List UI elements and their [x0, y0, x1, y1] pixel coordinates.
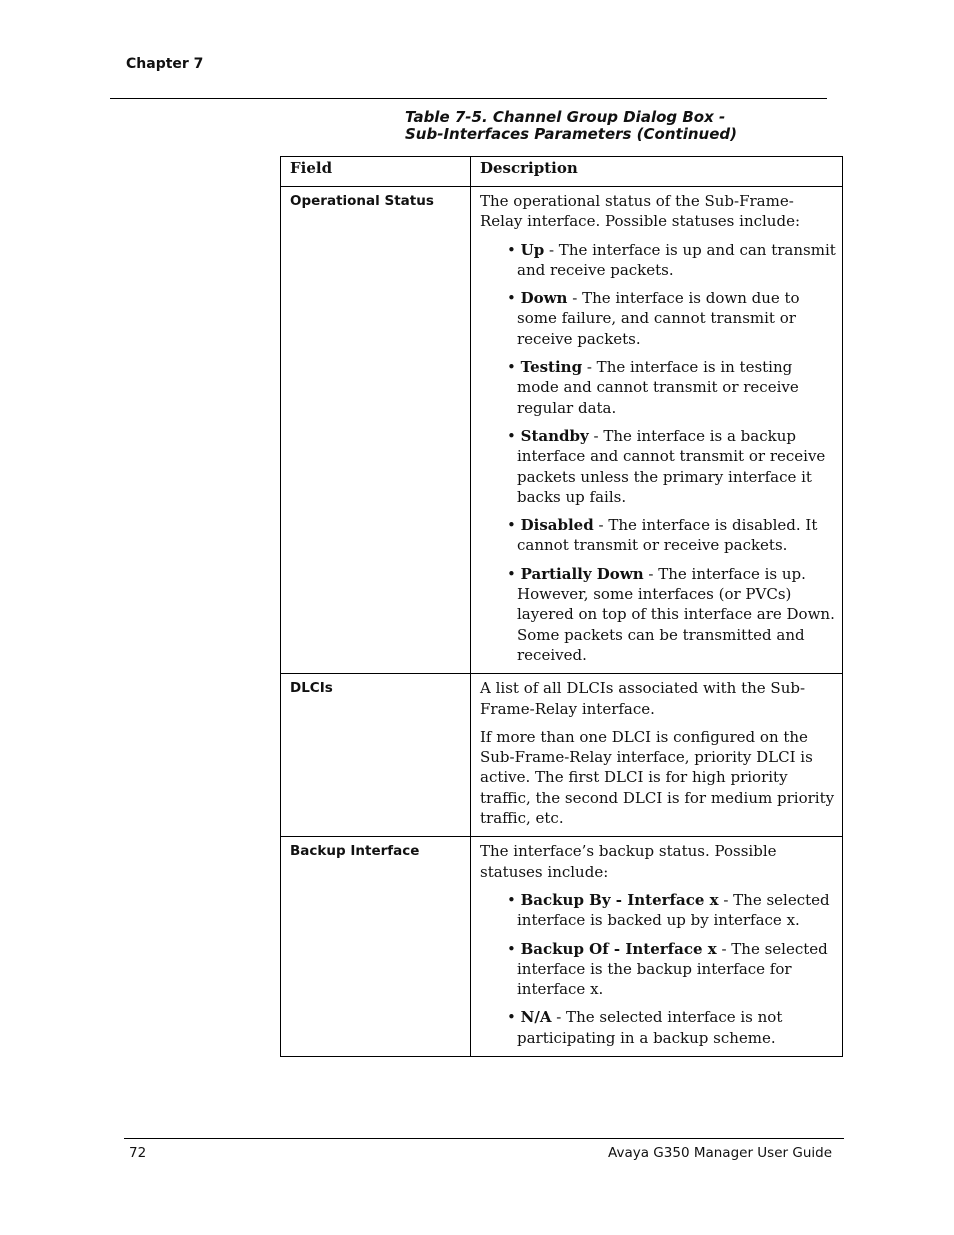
- status-term: Up: [520, 240, 545, 259]
- caption-line-1: Table 7-5. Channel Group Dialog Box -: [405, 108, 726, 126]
- status-term: Backup By - Interface x: [520, 890, 719, 909]
- page-number: 72: [129, 1145, 147, 1161]
- table-row: [281, 674, 843, 837]
- chapter-heading: Chapter 7: [126, 56, 204, 72]
- status-term: Testing: [520, 358, 583, 377]
- field-description: [471, 837, 842, 1056]
- list-item: • Backup Of - Interface x - The selected interface is the backup interface for interface x.: [507, 939, 828, 999]
- status-list: [480, 890, 836, 1048]
- header-rule: [110, 98, 827, 99]
- status-term: Partially Down: [520, 564, 644, 583]
- table-row: [281, 837, 843, 1057]
- table-row: [281, 187, 843, 674]
- field-name: Backup Interface: [290, 843, 420, 860]
- column-header-field: Field: [281, 157, 471, 187]
- description-text: The operational status of the Sub-Frame-Relay interface. Possible statuses include:: [480, 192, 800, 231]
- status-term: Backup Of - Interface x: [520, 939, 717, 958]
- status-term: Standby: [520, 426, 589, 445]
- field-name: Operational Status: [290, 193, 434, 209]
- list-item: • Testing - The interface is in testing mode and cannot transmit or receive regular data.: [507, 358, 799, 417]
- list-item: • N/A - The selected interface is not participating in a backup scheme.: [507, 1008, 783, 1047]
- column-header-description: Description: [471, 157, 843, 187]
- list-item: • Down - The interface is down due to some failure, and cannot transmit or receive packets.: [507, 289, 800, 348]
- list-item: • Partially Down - The interface is up. However, some interfaces (or PVCs) layered on top of this interface are Down. Some packets can be transmitted and received.: [507, 564, 835, 664]
- status-term: Disabled: [520, 516, 594, 535]
- table-header-row: [281, 157, 843, 187]
- status-term: Down: [520, 289, 568, 308]
- description-text: If more than one DLCI is configured on the Sub-Frame-Relay interface, priority DLCI is active. The first DLCI is for high priority traffic, the second DLCI is for medium priority traffic, etc.: [480, 727, 835, 828]
- list-item: • Up - The interface is up and can transmit and receive packets.: [507, 240, 836, 279]
- description-text: A list of all DLCIs associated with the Sub-Frame-Relay interface.: [480, 679, 806, 718]
- list-item: • Standby - The interface is a backup interface and cannot transmit or receive packets unless the primary interface it backs up fails.: [507, 426, 826, 506]
- footer-rule: [124, 1138, 844, 1139]
- table-caption: [405, 109, 835, 143]
- field-description: [471, 674, 842, 836]
- caption-line-2: Sub-Interfaces Parameters (Continued): [405, 125, 737, 143]
- description-text: The interface’s backup status. Possible statuses include:: [480, 842, 777, 881]
- status-term: N/A: [520, 1008, 552, 1027]
- field-name: DLCIs: [290, 680, 333, 697]
- list-item: • Disabled - The interface is disabled. It cannot transmit or receive packets.: [507, 516, 818, 555]
- parameters-table: [280, 156, 843, 1057]
- guide-title: Avaya G350 Manager User Guide: [608, 1145, 832, 1161]
- status-list: [480, 240, 836, 666]
- field-description: [471, 187, 842, 673]
- list-item: • Backup By - Interface x - The selected interface is backed up by interface x.: [507, 890, 830, 930]
